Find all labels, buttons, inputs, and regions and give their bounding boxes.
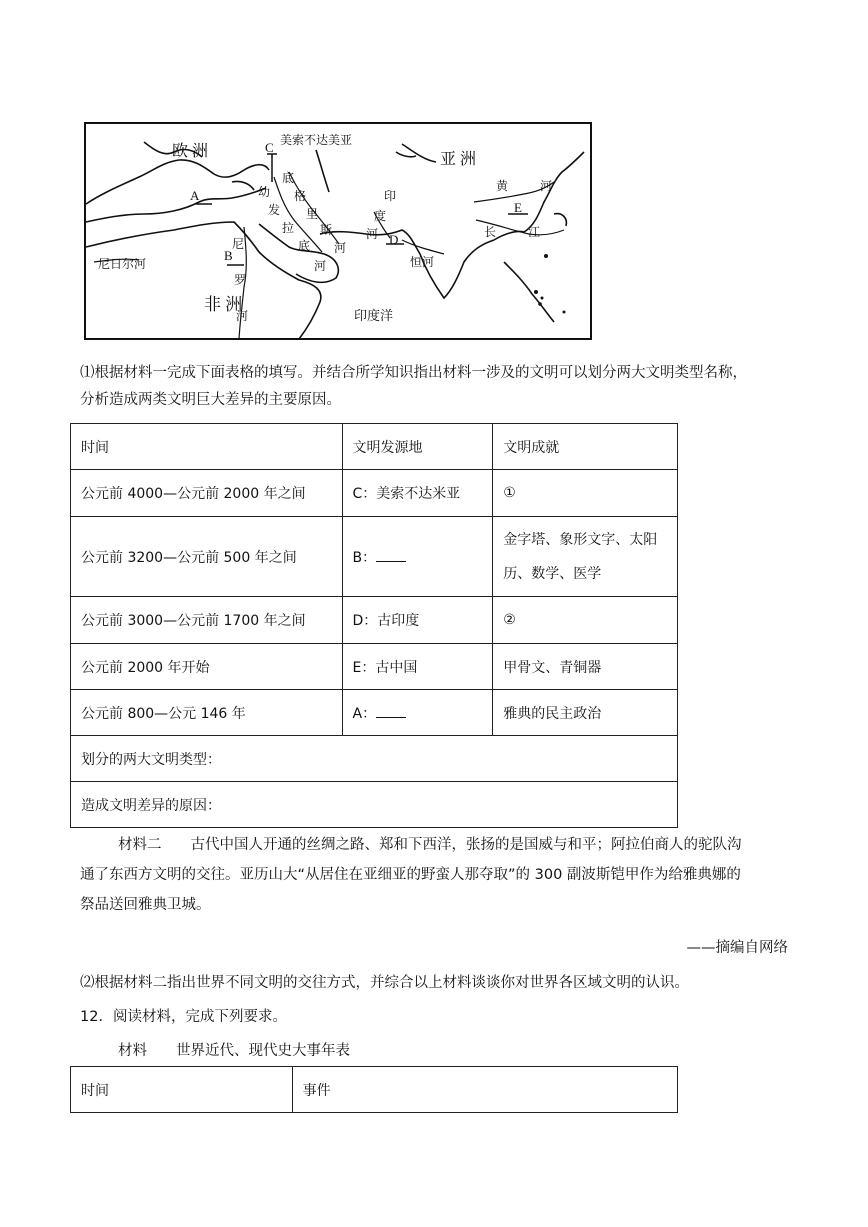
euphrates-char: 幼	[258, 185, 271, 199]
cell-time: 公元前 2000 年开始	[71, 644, 343, 690]
indus-char: 印	[384, 189, 397, 203]
table-row	[71, 690, 678, 736]
table-row	[71, 644, 678, 690]
ancient-civilizations-map	[84, 122, 592, 340]
label-africa: 非 洲	[204, 295, 243, 314]
origin-text: B：	[352, 549, 377, 566]
header-origin: 文明发源地	[342, 424, 493, 470]
yellow-river-char: 河	[540, 179, 553, 193]
nile-char: 罗	[234, 273, 247, 287]
tigris-char: 斯	[320, 223, 333, 237]
cell-time: 公元前 4000—公元前 2000 年之间	[71, 470, 343, 517]
cell-time: 公元前 3200—公元前 500 年之间	[71, 517, 343, 597]
nile-char: 河	[236, 309, 249, 323]
nile-char: 尼	[232, 237, 245, 251]
yangtze-char: 长	[484, 225, 497, 239]
question-12-material-title: 材料 世界近代、现代史大事年表	[118, 1043, 350, 1059]
euphrates-char: 河	[314, 259, 327, 273]
cell-achievement: ①	[493, 470, 678, 517]
label-mesopotamia: 美索不达美亚	[280, 133, 353, 147]
cell-achievement: 金字塔、象形文字、太阳历、数学、医学	[493, 517, 678, 597]
marker-e: E	[514, 200, 522, 215]
header-time: 时间	[71, 424, 343, 470]
header-time: 时间	[71, 1067, 293, 1113]
table-row	[71, 517, 678, 597]
euphrates-char: 发	[268, 203, 281, 217]
label-europe: 欧 洲	[172, 143, 209, 160]
tigris-char: 格	[294, 189, 307, 203]
label-asia: 亚 洲	[440, 151, 477, 168]
question-1-line2: 分析造成两类文明巨大差异的主要原因。	[80, 392, 341, 408]
tigris-char: 河	[334, 241, 347, 255]
origin-text: A：	[352, 705, 377, 722]
material-2-line3: 祭品送回雅典卫城。	[80, 897, 211, 913]
cell-achievement: ②	[493, 597, 678, 644]
marker-a: A	[190, 188, 200, 203]
indus-char: 河	[366, 227, 379, 241]
cell-time: 公元前 3000—公元前 1700 年之间	[71, 597, 343, 644]
cell-origin: E：古中国	[342, 644, 493, 690]
cell-origin	[342, 517, 493, 597]
question-12: 12．阅读材料，完成下列要求。	[80, 1009, 287, 1025]
table-header-row	[71, 424, 678, 470]
material-2-line2: 通了东西方文明的交往。亚历山大“从居住在亚细亚的野蛮人那夺取”的 300 副波斯铠甲作为给雅典娜的	[80, 867, 741, 883]
marker-c: C	[265, 140, 274, 155]
cell-origin: D：古印度	[342, 597, 493, 644]
cell-time: 公元前 800—公元 146 年	[71, 690, 343, 736]
timeline-table	[70, 1066, 678, 1113]
table-header-row	[71, 1067, 678, 1113]
question-2: ⑵根据材料二指出世界不同文明的交往方式，并综合以上材料谈谈你对世界各区域文明的认识。	[80, 975, 689, 991]
tigris-char: 里	[306, 207, 319, 221]
answer-blank[interactable]	[376, 705, 406, 718]
euphrates-char: 底	[298, 239, 311, 253]
material-2-line1: 材料二 古代中国人开通的丝绸之路、郑和下西洋，张扬的是国威与和平；阿拉伯商人的驼队沟	[118, 837, 742, 853]
label-indian-ocean: 印度洋	[354, 308, 394, 323]
question-1	[80, 360, 800, 414]
tigris-char: 底	[282, 171, 295, 185]
header-achievement: 文明成就	[493, 424, 678, 470]
marker-d: D	[389, 232, 399, 247]
indus-char: 度	[374, 209, 387, 223]
civilization-types-row[interactable]: 划分的两大文明类型：	[71, 736, 678, 782]
header-event: 事件	[292, 1067, 677, 1113]
euphrates-char: 拉	[282, 221, 295, 235]
table-row	[71, 736, 678, 782]
cell-achievement: 雅典的民主政治	[493, 690, 678, 736]
material-2	[80, 830, 800, 920]
answer-blank[interactable]	[376, 549, 406, 562]
cell-origin: C：美索不达米亚	[342, 470, 493, 517]
cell-origin	[342, 690, 493, 736]
difference-reason-row[interactable]: 造成文明差异的原因：	[71, 782, 678, 828]
table-row	[71, 782, 678, 828]
table-row	[71, 470, 678, 517]
ganges-label: 恒河	[410, 255, 435, 269]
yangtze-char: 江	[528, 225, 541, 239]
question-1-line1: ⑴根据材料一完成下面表格的填写。并结合所学知识指出材料一涉及的文明可以划分两大文明类型名称，	[80, 365, 747, 381]
marker-b: B	[224, 248, 233, 263]
yellow-river-char: 黄	[496, 179, 509, 193]
cell-achievement: 甲骨文、青铜器	[493, 644, 678, 690]
table-row	[71, 597, 678, 644]
civilization-table	[70, 423, 678, 828]
material-2-source: ——摘编自网络	[686, 940, 788, 956]
label-niger-river: 尼日尔河	[98, 257, 147, 271]
